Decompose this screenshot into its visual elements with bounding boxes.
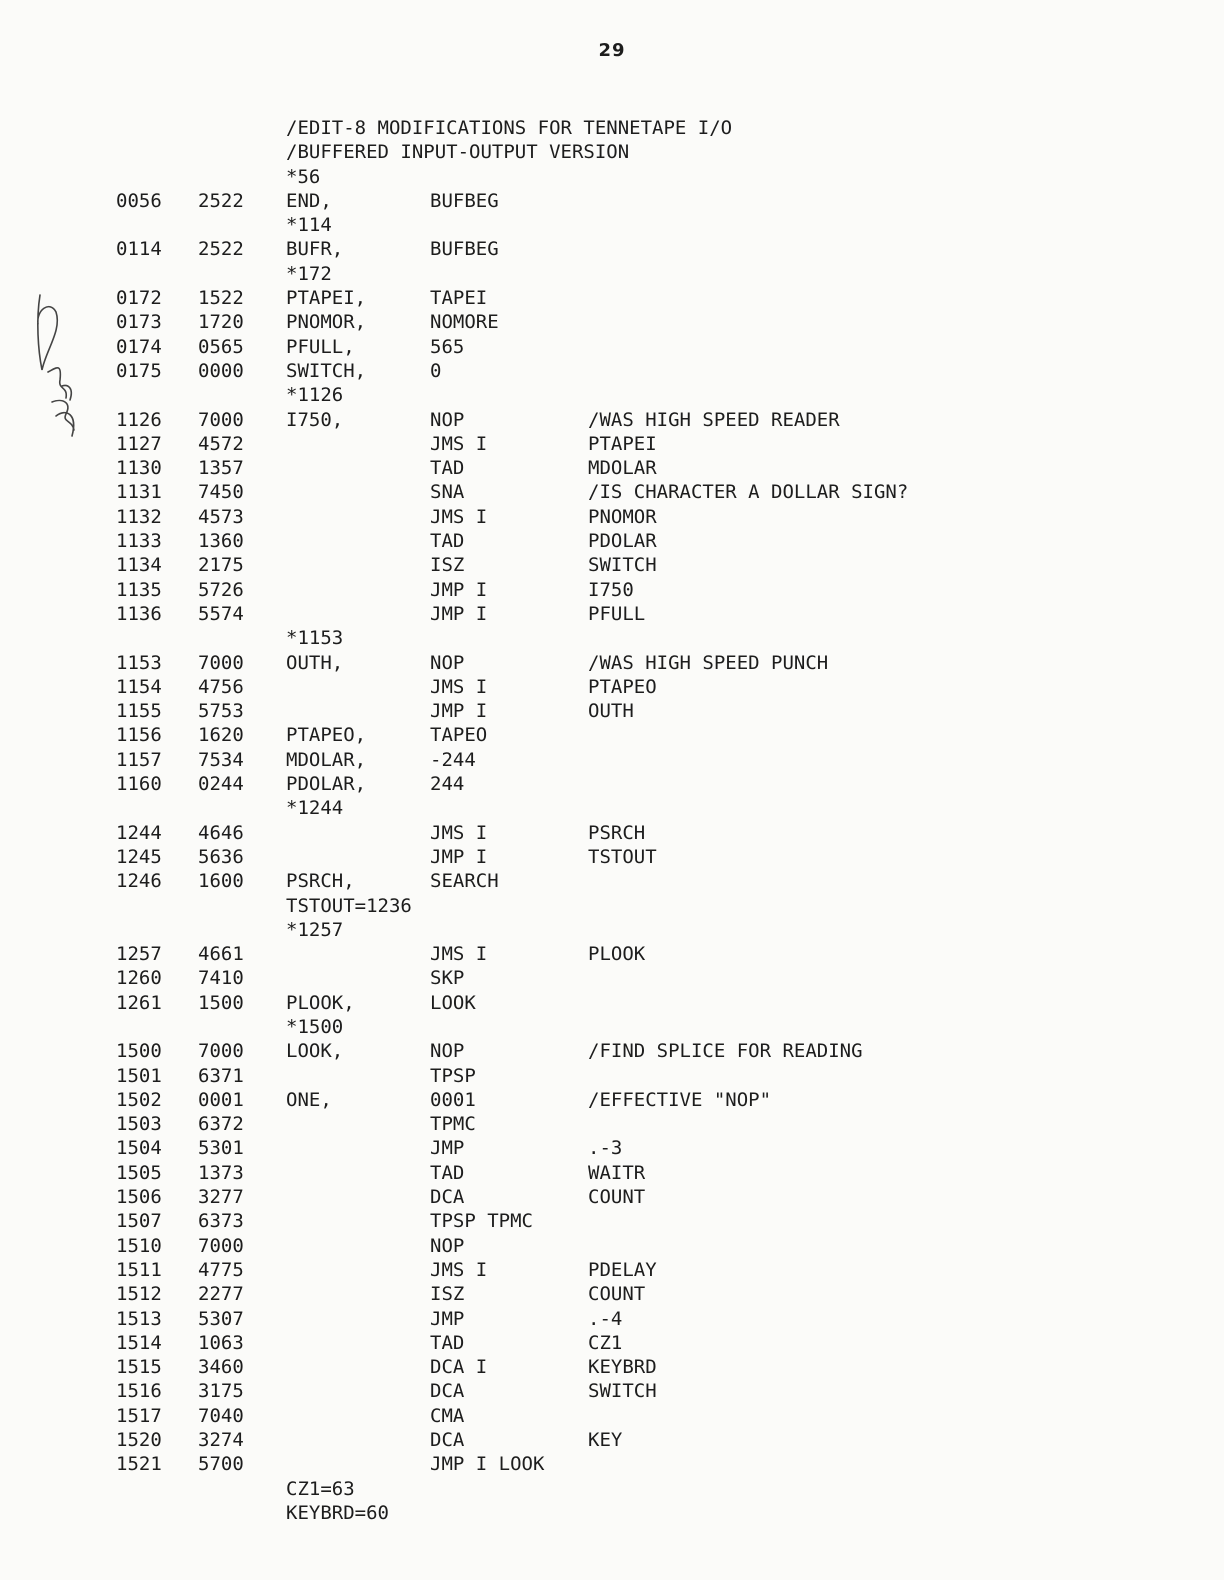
directive-text: TSTOUT=1236 <box>286 894 412 917</box>
label: BUFR, <box>286 238 344 261</box>
operand: SWITCH <box>588 554 657 577</box>
directive-text: *1244 <box>286 797 344 820</box>
octal-code: 1720 <box>198 311 244 334</box>
octal-code: 4646 <box>198 821 244 844</box>
octal-code: 2175 <box>198 554 244 577</box>
address: 1155 <box>116 700 162 723</box>
address: 1153 <box>116 651 162 674</box>
operand: PFULL <box>588 602 646 625</box>
address: 1516 <box>116 1380 162 1403</box>
octal-code: 4775 <box>198 1258 244 1281</box>
address: 1126 <box>116 408 162 431</box>
octal-code: 6372 <box>198 1113 244 1136</box>
operation: NOP <box>430 1234 465 1257</box>
operand: /WAS HIGH SPEED PUNCH <box>588 651 829 674</box>
operation: TAD <box>430 1161 465 1184</box>
octal-code: 5753 <box>198 700 244 723</box>
label: SWITCH, <box>286 359 367 382</box>
octal-code: 2522 <box>198 238 244 261</box>
operation: SNA <box>430 481 465 504</box>
operand: PTAPEO <box>588 675 657 698</box>
octal-code: 5574 <box>198 602 244 625</box>
octal-code: 7000 <box>198 1234 244 1257</box>
operand: OUTH <box>588 700 634 723</box>
octal-code: 7040 <box>198 1404 244 1427</box>
operand: .-3 <box>588 1137 623 1160</box>
octal-code: 5636 <box>198 845 244 868</box>
address: 1261 <box>116 991 162 1014</box>
octal-code: 3274 <box>198 1429 244 1452</box>
operation: 0 <box>430 359 442 382</box>
operand: .-4 <box>588 1307 623 1330</box>
operation: ISZ <box>430 1283 465 1306</box>
octal-code: 2277 <box>198 1283 244 1306</box>
address: 1154 <box>116 675 162 698</box>
directive-text: *1126 <box>286 384 344 407</box>
operand: COUNT <box>588 1186 646 1209</box>
octal-code: 1620 <box>198 724 244 747</box>
operand: CZ1 <box>588 1331 623 1354</box>
octal-code: 0000 <box>198 359 244 382</box>
operation: 244 <box>430 773 465 796</box>
address: 1244 <box>116 821 162 844</box>
label: PSRCH, <box>286 870 355 893</box>
address: 1245 <box>116 845 162 868</box>
operation: 565 <box>430 335 465 358</box>
handwritten-signature <box>22 290 92 440</box>
octal-code: 1600 <box>198 870 244 893</box>
address: 0174 <box>116 335 162 358</box>
address: 1500 <box>116 1040 162 1063</box>
operation: BUFBEG <box>430 189 499 212</box>
operation: JMS I <box>430 505 488 528</box>
address: 1160 <box>116 773 162 796</box>
directive-text: *1500 <box>286 1015 344 1038</box>
operation: DCA <box>430 1429 465 1452</box>
operation: JMP I <box>430 602 488 625</box>
octal-code: 1360 <box>198 530 244 553</box>
octal-code: 6371 <box>198 1064 244 1087</box>
label: PLOOK, <box>286 991 355 1014</box>
address: 1502 <box>116 1088 162 1111</box>
label: PNOMOR, <box>286 311 367 334</box>
directive-text: *1257 <box>286 918 344 941</box>
operation: TAD <box>430 1331 465 1354</box>
octal-code: 7000 <box>198 408 244 431</box>
address: 1246 <box>116 870 162 893</box>
directive-text: *56 <box>286 165 321 188</box>
address: 1513 <box>116 1307 162 1330</box>
address: 0114 <box>116 238 162 261</box>
operation: NOP <box>430 408 465 431</box>
octal-code: 5726 <box>198 578 244 601</box>
octal-code: 7410 <box>198 967 244 990</box>
address: 1514 <box>116 1331 162 1354</box>
address: 1521 <box>116 1453 162 1476</box>
address: 1257 <box>116 943 162 966</box>
operand: KEYBRD <box>588 1356 657 1379</box>
octal-code: 1522 <box>198 287 244 310</box>
page-number: 29 <box>598 40 626 61</box>
octal-code: 5700 <box>198 1453 244 1476</box>
operation: TAD <box>430 530 465 553</box>
octal-code: 7000 <box>198 1040 244 1063</box>
address: 1132 <box>116 505 162 528</box>
octal-code: 3460 <box>198 1356 244 1379</box>
address: 1131 <box>116 481 162 504</box>
address: 1156 <box>116 724 162 747</box>
label: END, <box>286 189 332 212</box>
operation: JMS I <box>430 432 488 455</box>
operand: PDELAY <box>588 1258 657 1281</box>
operation: SEARCH <box>430 870 499 893</box>
address: 1510 <box>116 1234 162 1257</box>
operand: COUNT <box>588 1283 646 1306</box>
octal-code: 7000 <box>198 651 244 674</box>
octal-code: 0565 <box>198 335 244 358</box>
address: 1511 <box>116 1258 162 1281</box>
octal-code: 4572 <box>198 432 244 455</box>
address: 1503 <box>116 1113 162 1136</box>
address: 0173 <box>116 311 162 334</box>
operation: DCA <box>430 1186 465 1209</box>
label: OUTH, <box>286 651 344 674</box>
operation: TPMC <box>430 1113 476 1136</box>
label: I750, <box>286 408 344 431</box>
octal-code: 0244 <box>198 773 244 796</box>
octal-code: 5301 <box>198 1137 244 1160</box>
operand: /WAS HIGH SPEED READER <box>588 408 840 431</box>
operand: SWITCH <box>588 1380 657 1403</box>
operation: NOMORE <box>430 311 499 334</box>
address: 1134 <box>116 554 162 577</box>
directive-text: *172 <box>286 262 332 285</box>
operation: TAD <box>430 457 465 480</box>
operand: TSTOUT <box>588 845 657 868</box>
operation: SKP <box>430 967 465 990</box>
operand: I750 <box>588 578 634 601</box>
operand: PSRCH <box>588 821 646 844</box>
directive-text: *1153 <box>286 627 344 650</box>
octal-code: 1373 <box>198 1161 244 1184</box>
address: 0172 <box>116 287 162 310</box>
operation: JMP <box>430 1307 465 1330</box>
label: ONE, <box>286 1088 332 1111</box>
octal-code: 0001 <box>198 1088 244 1111</box>
octal-code: 5307 <box>198 1307 244 1330</box>
operation: -244 <box>430 748 476 771</box>
operation: JMP I <box>430 578 488 601</box>
label: LOOK, <box>286 1040 344 1063</box>
directive-text: /EDIT-8 MODIFICATIONS FOR TENNETAPE I/O <box>286 117 733 139</box>
address: 1512 <box>116 1283 162 1306</box>
operation: TPSP TPMC <box>430 1210 533 1233</box>
octal-code: 3277 <box>198 1186 244 1209</box>
address: 1127 <box>116 432 162 455</box>
octal-code: 1357 <box>198 457 244 480</box>
operation: 0001 <box>430 1088 476 1111</box>
label: PTAPEI, <box>286 287 367 310</box>
label: PDOLAR, <box>286 773 367 796</box>
directive-text: CZ1=63 <box>286 1477 355 1500</box>
operand: KEY <box>588 1429 623 1452</box>
operation: LOOK <box>430 991 476 1014</box>
operation: DCA <box>430 1380 465 1403</box>
address: 1520 <box>116 1429 162 1452</box>
address: 1515 <box>116 1356 162 1379</box>
operation: CMA <box>430 1404 465 1427</box>
directive-text: /BUFFERED INPUT-OUTPUT VERSION <box>286 141 630 164</box>
address: 1501 <box>116 1064 162 1087</box>
label: MDOLAR, <box>286 748 367 771</box>
octal-code: 7450 <box>198 481 244 504</box>
operation: NOP <box>430 1040 465 1063</box>
address: 1130 <box>116 457 162 480</box>
label: PFULL, <box>286 335 355 358</box>
operation: JMP I LOOK <box>430 1453 545 1476</box>
operand: PTAPEI <box>588 432 657 455</box>
operation: JMP <box>430 1137 465 1160</box>
operation: TAPEO <box>430 724 488 747</box>
octal-code: 3175 <box>198 1380 244 1403</box>
address: 1133 <box>116 530 162 553</box>
operand: PDOLAR <box>588 530 657 553</box>
address: 1506 <box>116 1186 162 1209</box>
address: 1260 <box>116 967 162 990</box>
address: 0056 <box>116 189 162 212</box>
directive-text: *114 <box>286 214 332 237</box>
address: 1157 <box>116 748 162 771</box>
address: 1505 <box>116 1161 162 1184</box>
octal-code: 1500 <box>198 991 244 1014</box>
octal-code: 2522 <box>198 189 244 212</box>
directive-text: KEYBRD=60 <box>286 1501 389 1524</box>
address: 1135 <box>116 578 162 601</box>
operation: TPSP <box>430 1064 476 1087</box>
operation: JMP I <box>430 845 488 868</box>
operand: WAITR <box>588 1161 646 1184</box>
operand: PNOMOR <box>588 505 657 528</box>
octal-code: 7534 <box>198 748 244 771</box>
address: 0175 <box>116 359 162 382</box>
operation: TAPEI <box>430 287 488 310</box>
operation: DCA I <box>430 1356 488 1379</box>
operation: JMS I <box>430 821 488 844</box>
octal-code: 6373 <box>198 1210 244 1233</box>
octal-code: 4661 <box>198 943 244 966</box>
operand: PLOOK <box>588 943 646 966</box>
octal-code: 1063 <box>198 1331 244 1354</box>
address: 1517 <box>116 1404 162 1427</box>
operation: ISZ <box>430 554 465 577</box>
octal-code: 4756 <box>198 675 244 698</box>
operation: JMS I <box>430 943 488 966</box>
operand: MDOLAR <box>588 457 657 480</box>
operand: /FIND SPLICE FOR READING <box>588 1040 863 1063</box>
operation: JMS I <box>430 1258 488 1281</box>
address: 1136 <box>116 602 162 625</box>
label: PTAPEO, <box>286 724 367 747</box>
operation: JMP I <box>430 700 488 723</box>
operation: NOP <box>430 651 465 674</box>
operand: /EFFECTIVE "NOP" <box>588 1088 772 1111</box>
octal-code: 4573 <box>198 505 244 528</box>
operand: /IS CHARACTER A DOLLAR SIGN? <box>588 481 909 504</box>
address: 1507 <box>116 1210 162 1233</box>
operation: JMS I <box>430 675 488 698</box>
address: 1504 <box>116 1137 162 1160</box>
operation: BUFBEG <box>430 238 499 261</box>
